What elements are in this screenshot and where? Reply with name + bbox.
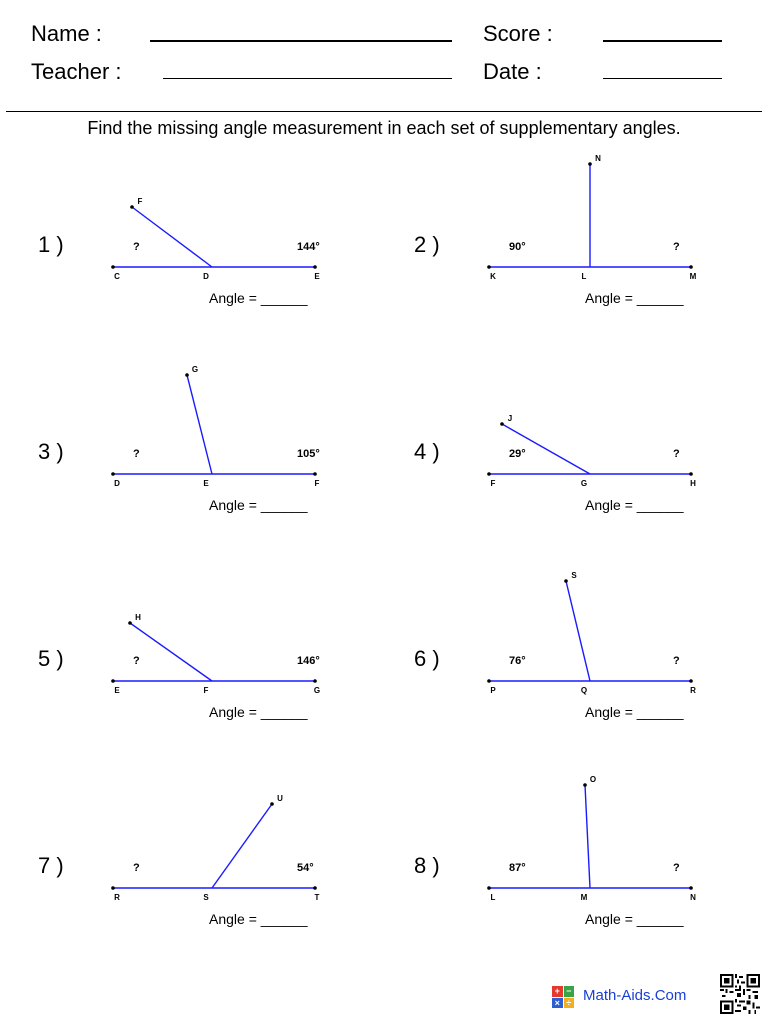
left-point-label: C xyxy=(114,272,120,281)
left-point-label: R xyxy=(114,893,120,902)
right-point-label: F xyxy=(314,479,320,488)
problem-number: 8 ) xyxy=(414,853,440,878)
right-point-label: G xyxy=(313,686,321,695)
right-point-label: H xyxy=(690,479,696,488)
left-point-dot xyxy=(111,679,115,683)
right-point-dot xyxy=(689,265,693,269)
instructions: Find the missing angle measurement in each set of supplementary angles. xyxy=(87,118,681,138)
teacher-label: Teacher : xyxy=(31,59,122,84)
ray-point-dot xyxy=(185,373,189,377)
problem-number: 7 ) xyxy=(38,853,64,878)
vertex-label: Q xyxy=(580,686,588,695)
angle-diagram xyxy=(0,785,384,985)
ray-point-dot xyxy=(583,783,587,787)
left-point-dot xyxy=(487,472,491,476)
right-point-dot xyxy=(689,472,693,476)
ray-point-label: O xyxy=(589,775,597,784)
ray-point-dot xyxy=(130,205,134,209)
score-line[interactable] xyxy=(603,40,722,42)
right-point-dot xyxy=(313,679,317,683)
right-angle-label: ? xyxy=(673,241,680,253)
problem-number: 4 ) xyxy=(414,439,440,464)
vertex-label: L xyxy=(581,272,587,281)
right-point-dot xyxy=(313,265,317,269)
vertex-label: S xyxy=(203,893,209,902)
problem-number: 5 ) xyxy=(38,646,64,671)
right-point-label: R xyxy=(690,686,696,695)
ray xyxy=(566,581,590,681)
problem-number: 2 ) xyxy=(414,232,440,257)
problem-number: 6 ) xyxy=(414,646,440,671)
vertex-label: E xyxy=(203,479,209,488)
right-point-dot xyxy=(689,886,693,890)
right-point-dot xyxy=(313,472,317,476)
right-point-dot xyxy=(689,679,693,683)
angle-diagram xyxy=(0,365,384,571)
ray xyxy=(187,375,212,474)
header-divider xyxy=(6,111,762,112)
left-point-dot xyxy=(487,886,491,890)
ray xyxy=(212,804,272,888)
right-angle-label: ? xyxy=(673,448,680,460)
ray xyxy=(132,207,212,267)
angle-answer-field[interactable]: Angle = ______ xyxy=(585,290,684,306)
right-angle-label: ? xyxy=(673,655,680,667)
left-angle-label: ? xyxy=(133,655,140,667)
left-angle-label: 87° xyxy=(509,862,526,874)
angle-answer-field[interactable]: Angle = ______ xyxy=(209,497,308,513)
right-point-label: M xyxy=(689,272,697,281)
angle-answer-field[interactable]: Angle = ______ xyxy=(585,911,684,927)
left-point-label: K xyxy=(490,272,496,281)
name-line[interactable] xyxy=(150,40,452,42)
ray-point-label: F xyxy=(137,197,143,206)
ray-point-dot xyxy=(270,802,274,806)
ray-point-dot xyxy=(564,579,568,583)
left-point-label: P xyxy=(490,686,496,695)
angle-answer-field[interactable]: Angle = ______ xyxy=(209,290,308,306)
vertex-label: M xyxy=(580,893,588,902)
left-point-label: F xyxy=(490,479,496,488)
name-label: Name : xyxy=(31,21,102,46)
problem-3 xyxy=(0,365,384,571)
angle-answer-field[interactable]: Angle = ______ xyxy=(585,497,684,513)
score-label: Score : xyxy=(483,21,553,46)
left-point-label: D xyxy=(114,479,120,488)
left-angle-label: 29° xyxy=(509,448,526,460)
problem-8 xyxy=(376,775,760,985)
ray-point-dot xyxy=(588,162,592,166)
angle-diagram xyxy=(0,578,384,778)
date-label: Date : xyxy=(483,59,542,84)
problem-2 xyxy=(376,154,760,364)
left-point-label: L xyxy=(490,893,496,902)
left-angle-label: ? xyxy=(133,448,140,460)
left-point-dot xyxy=(487,679,491,683)
angle-answer-field[interactable]: Angle = ______ xyxy=(209,704,308,720)
angle-answer-field[interactable]: Angle = ______ xyxy=(585,704,684,720)
vertex-label: F xyxy=(203,686,209,695)
ray-point-label: G xyxy=(191,365,199,374)
problem-6 xyxy=(376,571,760,778)
problem-number: 3 ) xyxy=(38,439,64,464)
problem-7 xyxy=(0,785,384,985)
angle-diagram xyxy=(376,371,760,571)
ray-point-label: J xyxy=(507,414,513,423)
right-angle-label: 54° xyxy=(297,862,314,874)
ray-point-label: S xyxy=(571,571,577,580)
angle-answer-field[interactable]: Angle = ______ xyxy=(209,911,308,927)
right-angle-label: 144° xyxy=(297,241,320,253)
left-angle-label: 76° xyxy=(509,655,526,667)
ray-point-dot xyxy=(128,621,132,625)
right-angle-label: 146° xyxy=(297,655,320,667)
left-angle-label: ? xyxy=(133,862,140,874)
right-angle-label: 105° xyxy=(297,448,320,460)
right-point-dot xyxy=(313,886,317,890)
left-point-dot xyxy=(111,265,115,269)
right-angle-label: ? xyxy=(673,862,680,874)
left-point-dot xyxy=(111,472,115,476)
angle-diagram xyxy=(376,775,760,985)
left-point-label: E xyxy=(114,686,120,695)
left-point-dot xyxy=(487,265,491,269)
date-line[interactable] xyxy=(603,78,722,79)
ray-point-label: U xyxy=(277,794,283,803)
problem-number: 1 ) xyxy=(38,232,64,257)
site-link[interactable]: Math-Aids.Com xyxy=(583,987,687,1004)
left-point-dot xyxy=(111,886,115,890)
qr-code-icon xyxy=(720,974,760,1014)
ray-point-dot xyxy=(500,422,504,426)
teacher-line[interactable] xyxy=(163,78,452,79)
right-point-label: E xyxy=(314,272,320,281)
problem-4 xyxy=(376,371,760,571)
right-point-label: T xyxy=(314,893,320,902)
angle-diagram xyxy=(376,154,760,364)
problem-5 xyxy=(0,578,384,778)
ray-point-label: N xyxy=(595,154,601,163)
problem-1 xyxy=(0,164,384,364)
angle-diagram xyxy=(376,571,760,778)
angle-diagram xyxy=(0,164,384,364)
left-angle-label: 90° xyxy=(509,241,526,253)
ray xyxy=(585,785,590,888)
ray-point-label: H xyxy=(135,613,141,622)
left-angle-label: ? xyxy=(133,241,140,253)
vertex-label: D xyxy=(203,272,209,281)
vertex-label: G xyxy=(580,479,588,488)
math-aids-logo-icon: + − × ÷ xyxy=(552,986,574,1008)
right-point-label: N xyxy=(690,893,696,902)
ray xyxy=(130,623,212,681)
